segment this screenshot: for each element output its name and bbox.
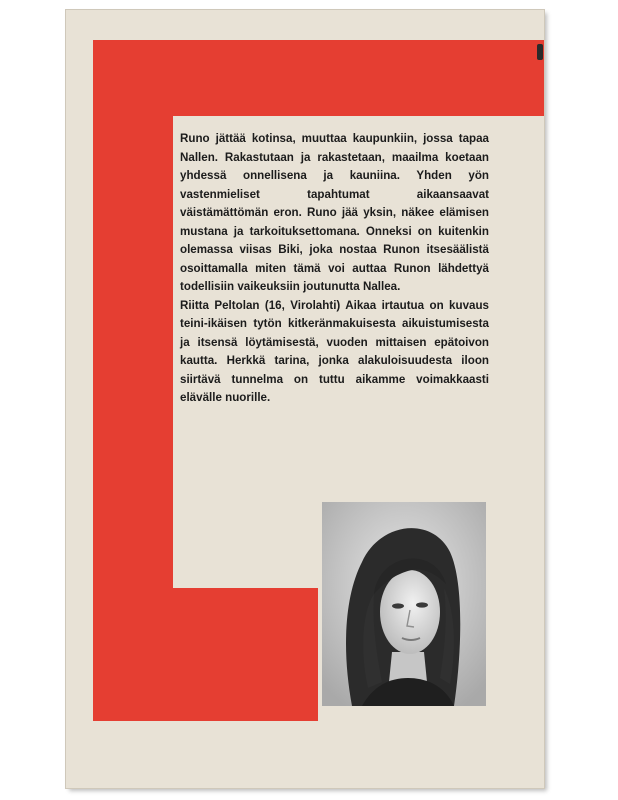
blurb-paragraph-1: Runo jättää kotinsa, muuttaa kaupunkiin, jossa tapaa Nallen. Rakastutaan ja rakastetaan, maailma koetaan yhdessä onnellisena ja kauniina. Yhden yön vastenmieliset tapahtumat aikaansaavat väistämättömän eron. Runo jää yksin, näkee elämisen mustana ja tarkoituksettomana. Onneksi on kuitenkin olemassa viisas Biki, joka nostaa Runon itsesäälistä osoittamalla miten tämä voi auttaa Runon lähdettyä todellisiin vaikeuksiin joutunutta Nallea. <box>180 132 489 293</box>
cover-edge-mark <box>537 44 543 60</box>
blurb-text <box>180 130 489 408</box>
author-photo <box>322 502 486 706</box>
author-portrait-image <box>322 502 486 706</box>
blurb-paragraph-2: Riitta Peltolan (16, Virolahti) Aikaa irtautua on kuvaus teini-ikäisen tytön kitkeränmakuisesta aikuistumisesta ja itsensä löytämisestä, vuoden mittaisen epätoivon kautta. Herkkä tarina, jonka alakuloisuudesta iloon siirtävä tunnelma on tuttu aikamme voimakkaasti elävälle nuorille. <box>180 298 489 404</box>
red-l-shape-foot <box>93 588 318 721</box>
